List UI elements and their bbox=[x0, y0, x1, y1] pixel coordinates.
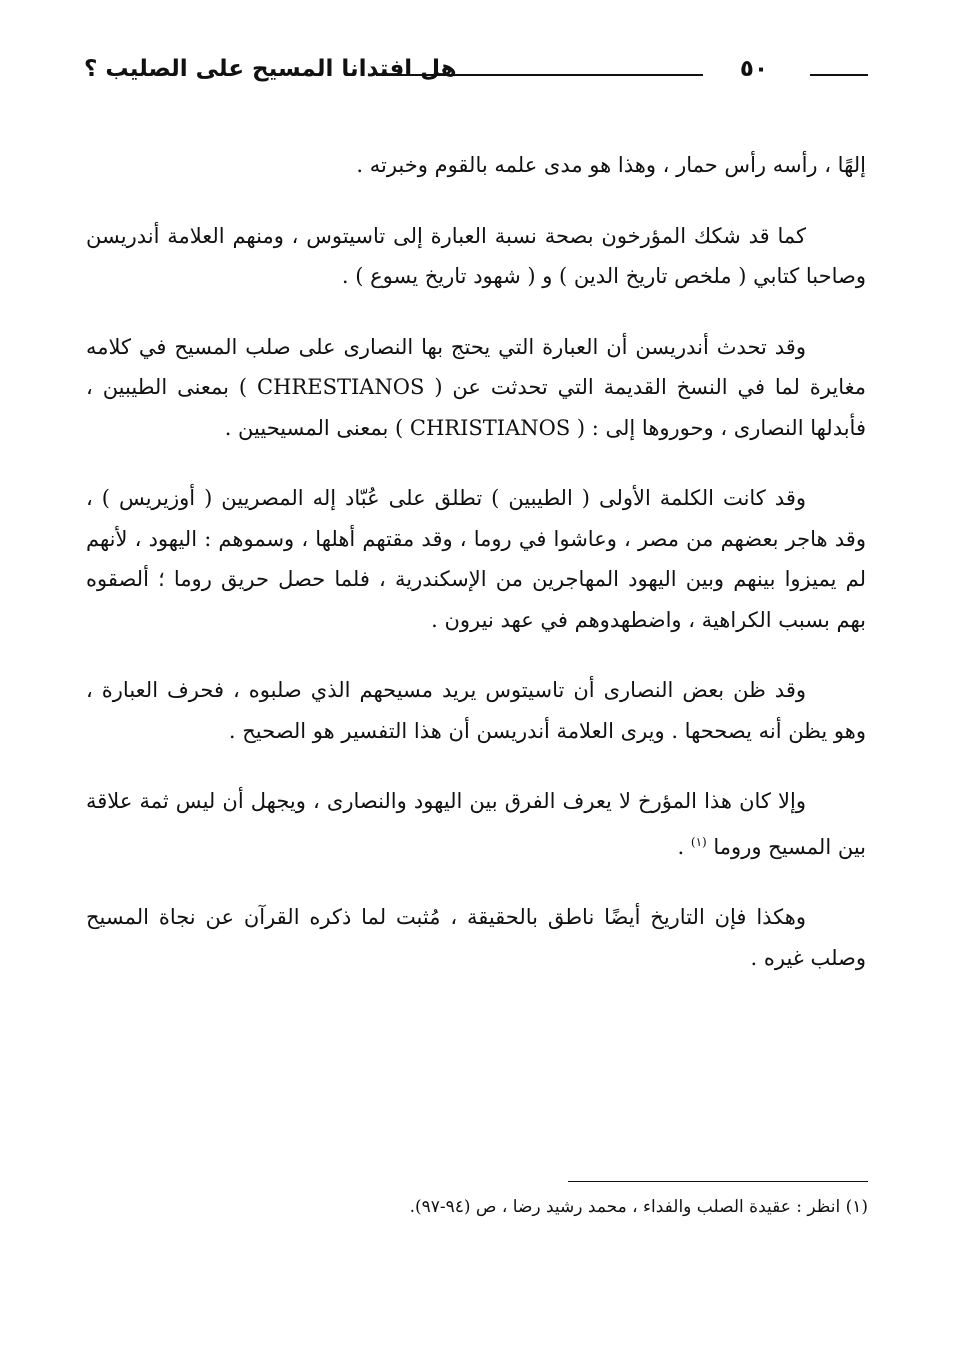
paragraph-continuation: إلهًا ، رأسه رأس حمار ، وهذا هو مدى علمه بالقوم وخبرته . bbox=[356, 153, 866, 177]
paragraph-christians-altered: وقد ظن بعض النصارى أن تاسيتوس يريد مسيحهم الذي صلبوه ، فحرف العبارة ، وهو يظن أنه يصححها . ويرى العلامة أندريسن أن هذا التفسير هو الصحيح . bbox=[86, 678, 866, 743]
paragraph-otherwise bbox=[86, 781, 866, 867]
footnote-reference: (١) bbox=[690, 834, 707, 849]
paragraph-first-word: وقد كانت الكلمة الأولى ( الطيبين ) تطلق على عُبّاد إله المصريين ( أوزيريس ) ، وقد هاجر بعضهم من مصر ، وعاشوا في روما ، وقد مقتهم أهلها ، وسموهم : اليهود ، لأنهم لم يميزوا بينهم وبين اليهود المهاجرين من الإسكندرية ، فلما حصل حريق روما ؛ ألصقوه بهم بسبب الكراهية ، واضطهدوهم في عهد نيرون . bbox=[86, 486, 866, 632]
running-header bbox=[84, 52, 868, 92]
paragraph-otherwise-text: وإلا كان هذا المؤرخ لا يعرف الفرق بين اليهود والنصارى ، ويجهل أن ليس ثمة علاقة بين المسيح وروما bbox=[86, 789, 866, 859]
paragraph-andresen-claim: وقد تحدث أندريسن أن العبارة التي يحتج بها النصارى على صلب المسيح في كلامه مغايرة لما في النسخ القديمة التي تحدثت عن ( CHRESTIANOS ) بمعنى الطيبين ، فأبدلها النصارى ، وحوروها إلى : ( CHRISTIANOS ) بمعنى المسيحيين . bbox=[86, 334, 866, 440]
footnote-separator bbox=[568, 1181, 868, 1182]
body-text bbox=[86, 145, 866, 1008]
page-number: ٥٠ bbox=[739, 56, 768, 82]
paragraph-historians-doubt: كما قد شكك المؤرخون بصحة نسبة العبارة إلى تاسيتوس ، ومنهم العلامة أندريسن وصاحبا كتابي ( ملخص تاريخ الدين ) و ( شهود تاريخ يسوع ) . bbox=[86, 223, 866, 288]
paragraph-conclusion: وهكذا فإن التاريخ أيضًا ناطق بالحقيقة ، مُثبت لما ذكره القرآن عن نجاة المسيح وصلب غيره . bbox=[86, 905, 866, 970]
paragraph-end-mark: . bbox=[677, 834, 691, 859]
header-rule-right bbox=[810, 74, 868, 76]
running-title: هل افتدانا المسيح على الصليب ؟ bbox=[84, 56, 457, 82]
footnote: (١) انظر : عقيدة الصلب والفداء ، محمد رشيد رضا ، ص (٩٤-٩٧). bbox=[409, 1197, 868, 1217]
